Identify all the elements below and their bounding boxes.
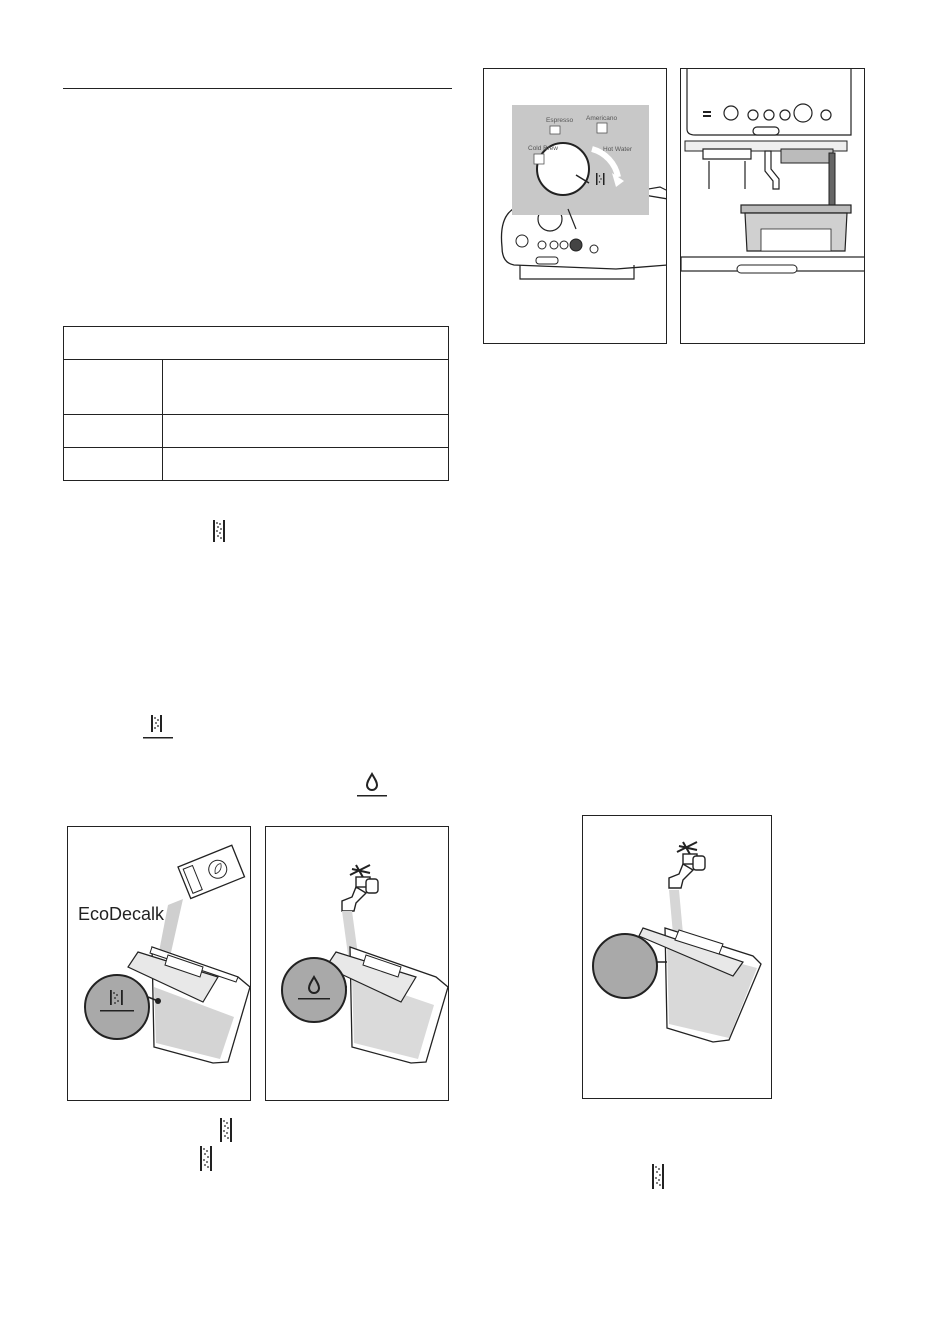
section-divider	[63, 88, 452, 89]
descale-icon	[199, 1145, 213, 1172]
descaler-sachet-icon	[178, 845, 245, 898]
rinse-tank-figure	[582, 815, 772, 1099]
dial-label-espresso: Espresso	[546, 117, 574, 124]
table-row	[64, 448, 449, 481]
dial-label-americano: Americano	[586, 115, 618, 122]
brand-label: EcoDecalk	[78, 904, 165, 924]
water-drop-icon	[356, 771, 388, 799]
dial-label-hot-water: Hot Water	[603, 146, 633, 153]
table-row	[64, 415, 449, 448]
descale-icon	[219, 1117, 233, 1143]
selector-dial-figure	[483, 68, 667, 344]
water-fill-figure	[265, 826, 449, 1101]
container-placement-figure	[680, 68, 865, 344]
water-tap-icon	[342, 865, 378, 911]
dial-label-cold-brew: Cold Brew	[528, 145, 558, 152]
descale-icon	[212, 519, 226, 543]
descale-icon	[651, 1163, 665, 1190]
table-header-row	[64, 327, 449, 360]
spec-table	[63, 326, 449, 481]
descaler-tank-figure	[67, 826, 251, 1101]
water-tap-icon	[669, 842, 705, 888]
table-row	[64, 360, 449, 415]
descale-icon	[143, 714, 173, 740]
